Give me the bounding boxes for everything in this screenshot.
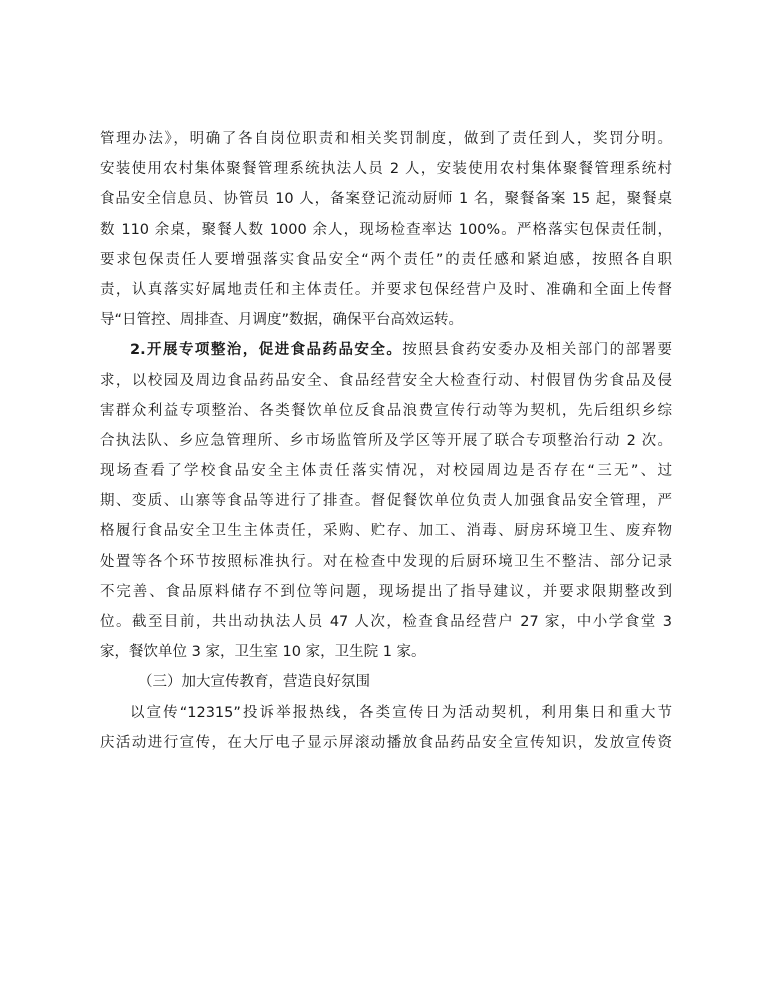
- subsection-heading: 2.开展专项整治，促进食品药品安全。: [130, 342, 403, 359]
- text-line: 要求包保责任人要增强落实食品安全“两个责任”的责任感和紧迫感，按照各自职: [100, 251, 672, 268]
- text-line: 导“日管控、周排查、月调度”数据，确保平台高效运转。: [100, 312, 464, 329]
- paragraph-publicity: [100, 698, 672, 758]
- text-line: 责，认真落实好属地责任和主体责任。并要求包保经营户及时、准确和全面上传督: [100, 281, 672, 298]
- text-line: 现场查看了学校食品安全主体责任落实情况，对校园周边是否存在“三无”、过: [100, 463, 672, 480]
- text-line: 期、变质、山寨等食品等进行了排查。督促餐饮单位负责人加强食品安全管理，严: [100, 493, 672, 510]
- paragraph-special-rectification: [100, 335, 672, 667]
- document-body: [100, 124, 672, 758]
- text-line: 管理办法》，明确了各自岗位职责和相关奖罚制度，做到了责任到人，奖罚分明。: [100, 131, 672, 147]
- text-line: 位。截至目前，共出动执法人员 47 人次，检查食品经营户 27 家，中小学食堂 3: [100, 614, 672, 630]
- text-line: 合执法队、乡应急管理所、乡市场监管所及学区等开展了联合专项整治行动 2 次。: [100, 432, 672, 449]
- text-line: [100, 335, 672, 365]
- text-line: 数 110 余桌，聚餐人数 1000 余人，现场检查率达 100%。严格落实包保责任制，: [100, 221, 672, 238]
- text-line: 不完善、食品原料储存不到位等问题，现场提出了指导建议，并要求限期整改到: [100, 583, 672, 600]
- text-run: 按照县食药安委办及相关部门的部署要: [402, 342, 672, 359]
- text-line: 庆活动进行宣传，在大厅电子显示屏滚动播放食品药品安全宣传知识，发放宣传资: [100, 734, 672, 751]
- text-line: 处置等各个环节按照标准执行。对在检查中发现的后厨环境卫生不整洁、部分记录: [100, 553, 672, 570]
- text-line: 以宣传“12315”投诉举报热线，各类宣传日为活动契机，利用集日和重大节: [130, 704, 672, 721]
- text-line: 害群众利益专项整治、各类餐饮单位反食品浪费宣传行动等为契机，先后组织乡综: [100, 402, 672, 419]
- text-line: 家，餐饮单位 3 家，卫生室 10 家，卫生院 1 家。: [100, 644, 426, 661]
- text-line: 食品安全信息员、协管员 10 人，备案登记流动厨师 1 名，聚餐备案 15 起，聚餐桌: [100, 191, 672, 208]
- paragraph-responsibility: [100, 124, 672, 335]
- text-line: 格履行食品安全卫生主体责任，采购、贮存、加工、消毒、厨房环境卫生、废弃物: [100, 523, 672, 540]
- text-line: 安装使用农村集体聚餐管理系统执法人员 2 人，安装使用农村集体聚餐管理系统村: [100, 161, 672, 178]
- section-heading: （三）加大宣传教育，营造良好氛围: [138, 674, 370, 691]
- text-line: 求，以校园及周边食品药品安全、食品经营安全大检查行动、村假冒伪劣食品及侵: [100, 372, 672, 389]
